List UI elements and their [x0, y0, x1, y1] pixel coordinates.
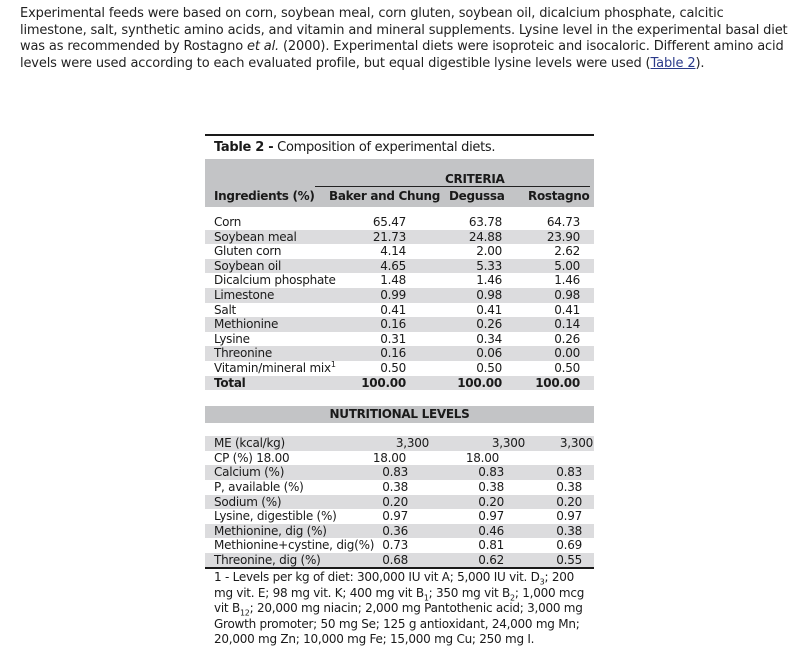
cell-baker-chung: 0.73 — [382, 538, 408, 553]
cell-rostagno: 64.73 — [546, 215, 580, 229]
paragraph-italic: et al. — [246, 39, 280, 54]
row-label-text: Corn — [214, 215, 242, 229]
col-header-degussa: Degussa — [449, 189, 505, 203]
criteria-label: CRITERIA — [445, 172, 505, 186]
cell-baker-chung: 0.83 — [382, 465, 408, 480]
cell-degussa: 18.00 — [465, 450, 499, 465]
footnote-subscript: 1 — [423, 593, 429, 603]
cell-degussa: 3,300 — [491, 436, 525, 451]
cell-baker-chung: 0.38 — [382, 479, 408, 494]
cell-degussa: 0.20 — [478, 494, 504, 509]
footnote-subscript: 2 — [510, 593, 515, 603]
row-label: ME (kcal/kg) — [214, 436, 285, 451]
cell-degussa: 0.98 — [476, 287, 502, 302]
table-2-link[interactable]: Table 2 — [650, 55, 696, 71]
cell-baker-chung: 21.73 — [372, 229, 406, 244]
cell-degussa: 0.62 — [478, 552, 504, 567]
cell-baker-chung: 100.00 — [361, 375, 406, 390]
cell-rostagno: 0.69 — [556, 538, 582, 553]
table-row — [205, 480, 594, 495]
row-label — [205, 303, 334, 318]
table-row — [205, 509, 594, 524]
cell-rostagno: 100.00 — [535, 375, 580, 390]
row-label — [205, 332, 334, 347]
table-row-total — [205, 376, 594, 391]
row-label: CP (%) 18.00 — [214, 450, 290, 465]
cell-baker-chung: 0.36 — [382, 523, 408, 538]
caption-label: Table 2 - — [214, 140, 274, 155]
table-row — [205, 346, 594, 361]
cell-degussa: 0.41 — [476, 302, 502, 317]
footnote-subscript: 3 — [539, 577, 545, 587]
cell-degussa: 1.46 — [476, 273, 502, 288]
row-label-text: Salt — [214, 302, 237, 317]
cell-baker-chung: 0.50 — [380, 360, 406, 375]
table-row — [205, 332, 594, 347]
cell-rostagno: 1.46 — [554, 273, 580, 288]
nutritional-body — [205, 436, 594, 567]
cell-degussa: 63.78 — [468, 215, 502, 229]
cell-rostagno: 0.38 — [556, 523, 582, 538]
table-row — [205, 288, 594, 303]
cell-degussa: 0.97 — [478, 509, 504, 524]
table-2 — [205, 134, 594, 648]
cell-baker-chung: 0.68 — [382, 552, 408, 567]
cell-degussa: 100.00 — [457, 375, 502, 390]
table-row — [205, 538, 594, 553]
ingredients-body — [205, 215, 594, 390]
paragraph-text-2: (2000). Experimental diets were isoproteic and isocaloric. Different amino acid levels were used according to each evaluated profile, but equal digestible lysine levels were used ( — [20, 39, 784, 71]
criteria-rule — [315, 186, 590, 187]
row-label: Lysine, digestible (%) — [214, 509, 337, 524]
row-label: Calcium (%) — [214, 465, 285, 480]
table-row — [205, 361, 594, 376]
cell-rostagno: 0.41 — [554, 302, 580, 317]
cell-rostagno: 2.62 — [554, 244, 580, 259]
cell-rostagno: 0.14 — [554, 317, 580, 332]
table-row — [205, 215, 594, 230]
cell-rostagno: 0.55 — [556, 552, 582, 567]
cell-rostagno: 5.00 — [554, 258, 580, 273]
cell-degussa: 0.81 — [478, 538, 504, 553]
row-label — [205, 259, 334, 274]
cell-degussa: 0.26 — [476, 317, 502, 332]
row-label — [205, 361, 334, 376]
cell-degussa: 0.83 — [478, 465, 504, 480]
row-label-text: Total — [214, 375, 246, 390]
table-header — [205, 159, 594, 207]
table-caption — [205, 136, 594, 159]
intro-paragraph — [20, 6, 790, 72]
footnote-text: 1 - Levels per kg of diet: 300,000 IU vit A; 5,000 IU vit. D — [214, 570, 540, 585]
cell-baker-chung: 0.16 — [380, 346, 406, 361]
cell-degussa: 2.00 — [476, 244, 502, 259]
cell-baker-chung: 0.31 — [380, 331, 406, 346]
row-label: P, available (%) — [214, 479, 304, 494]
cell-degussa: 0.38 — [478, 479, 504, 494]
row-label — [205, 244, 334, 259]
col-header-ingredients: Ingredients (%) — [214, 189, 315, 203]
cell-degussa: 5.33 — [476, 258, 502, 273]
cell-rostagno: 3,300 — [559, 436, 593, 451]
row-label: Methionine, dig (%) — [214, 523, 327, 538]
col-header-rostagno: Rostagno — [528, 189, 590, 203]
row-label-text: Threonine — [214, 346, 273, 361]
table-row — [205, 465, 594, 480]
row-label — [205, 317, 334, 332]
row-label — [205, 346, 334, 361]
footnote-text: ; 350 mg vit B — [428, 585, 511, 600]
row-label-text: Limestone — [214, 287, 275, 302]
row-label-text: Methionine — [214, 317, 279, 332]
nutritional-levels-header: NUTRITIONAL LEVELS — [205, 406, 594, 423]
table-row — [205, 273, 594, 288]
cell-rostagno: 0.20 — [556, 494, 582, 509]
cell-baker-chung: 18.00 — [372, 450, 406, 465]
row-label: Methionine+cystine, dig(%) — [214, 538, 375, 553]
table-footnote — [205, 569, 594, 648]
cell-baker-chung: 4.14 — [380, 244, 406, 259]
table-row — [205, 244, 594, 259]
cell-rostagno: 0.97 — [556, 509, 582, 524]
cell-degussa: 0.34 — [476, 331, 502, 346]
table-row — [205, 230, 594, 245]
row-label-text: Soybean meal — [214, 229, 297, 244]
nutritional-rows — [205, 465, 594, 567]
row-label: Sodium (%) — [214, 494, 282, 509]
table-row — [205, 303, 594, 318]
table-row — [205, 317, 594, 332]
cell-degussa: 24.88 — [468, 229, 502, 244]
cell-degussa: 0.46 — [478, 523, 504, 538]
row-label-text: Gluten corn — [214, 244, 282, 259]
cell-degussa: 0.06 — [476, 346, 502, 361]
table-row-cp — [205, 451, 594, 466]
cell-baker-chung: 4.65 — [380, 258, 406, 273]
cell-rostagno: 23.90 — [546, 229, 580, 244]
footnote-marker: 1 — [330, 359, 336, 369]
cell-baker-chung: 0.16 — [380, 317, 406, 332]
row-label — [205, 376, 334, 391]
cell-baker-chung: 0.97 — [382, 509, 408, 524]
footnote-subscript: 12 — [239, 608, 250, 618]
paragraph-text: Experimental feeds were based on corn, soybean meal, corn gluten, soybean oil, dicalcium phosphate, calcitic limestone, salt, synthetic amino acids, and vitamin and mineral supplements. Lysine level in the experimental basal diet was as recommended by Rostagno — [20, 6, 788, 54]
row-label-text: Lysine — [214, 331, 250, 346]
cell-rostagno: 0.50 — [554, 360, 580, 375]
table-row — [205, 495, 594, 510]
row-label — [205, 215, 334, 230]
paragraph-end: ). — [695, 55, 705, 71]
row-label — [205, 273, 334, 288]
caption-text: Composition of experimental diets. — [273, 140, 496, 155]
cell-baker-chung: 0.99 — [380, 287, 406, 302]
table-row — [205, 524, 594, 539]
cell-rostagno: 0.26 — [554, 331, 580, 346]
table-row — [205, 259, 594, 274]
row-label: Threonine, dig (%) — [214, 552, 321, 567]
cell-baker-chung: 1.48 — [380, 273, 406, 288]
footnote-text: ; 1,000 mcg vit B — [214, 585, 585, 616]
cell-rostagno: 0.00 — [554, 346, 580, 361]
cell-baker-chung: 0.41 — [380, 302, 406, 317]
cell-rostagno: 0.38 — [556, 479, 582, 494]
row-label — [205, 288, 334, 303]
col-header-baker-chung: Baker and Chung — [329, 189, 441, 203]
row-label — [205, 230, 334, 245]
table-row — [205, 553, 594, 568]
row-label-text: Dicalcium phosphate — [214, 273, 336, 288]
footnote-text: ; 20,000 mg niacin; 2,000 mg Pantothenic acid; 3,000 mg Growth promoter; 50 mg Se; 125 g antioxidant, 24,000 mg Mn; 20,000 mg Zn; 10,000 mg Fe; 15,000 mg Cu; 250 mg I. — [214, 601, 583, 647]
cell-baker-chung: 0.20 — [382, 494, 408, 509]
table-row-me — [205, 436, 594, 451]
footnote-text: ; 200 mg vit. E; 98 mg vit. K; 400 mg vit B — [214, 570, 575, 600]
cell-baker-chung: 3,300 — [395, 436, 429, 451]
cell-degussa: 0.50 — [476, 360, 502, 375]
cell-rostagno: 0.83 — [556, 465, 582, 480]
cell-rostagno: 0.98 — [554, 287, 580, 302]
row-label-text: Vitamin/mineral mix — [214, 360, 331, 375]
cell-baker-chung: 65.47 — [372, 215, 406, 229]
row-label-text: Soybean oil — [214, 258, 282, 273]
